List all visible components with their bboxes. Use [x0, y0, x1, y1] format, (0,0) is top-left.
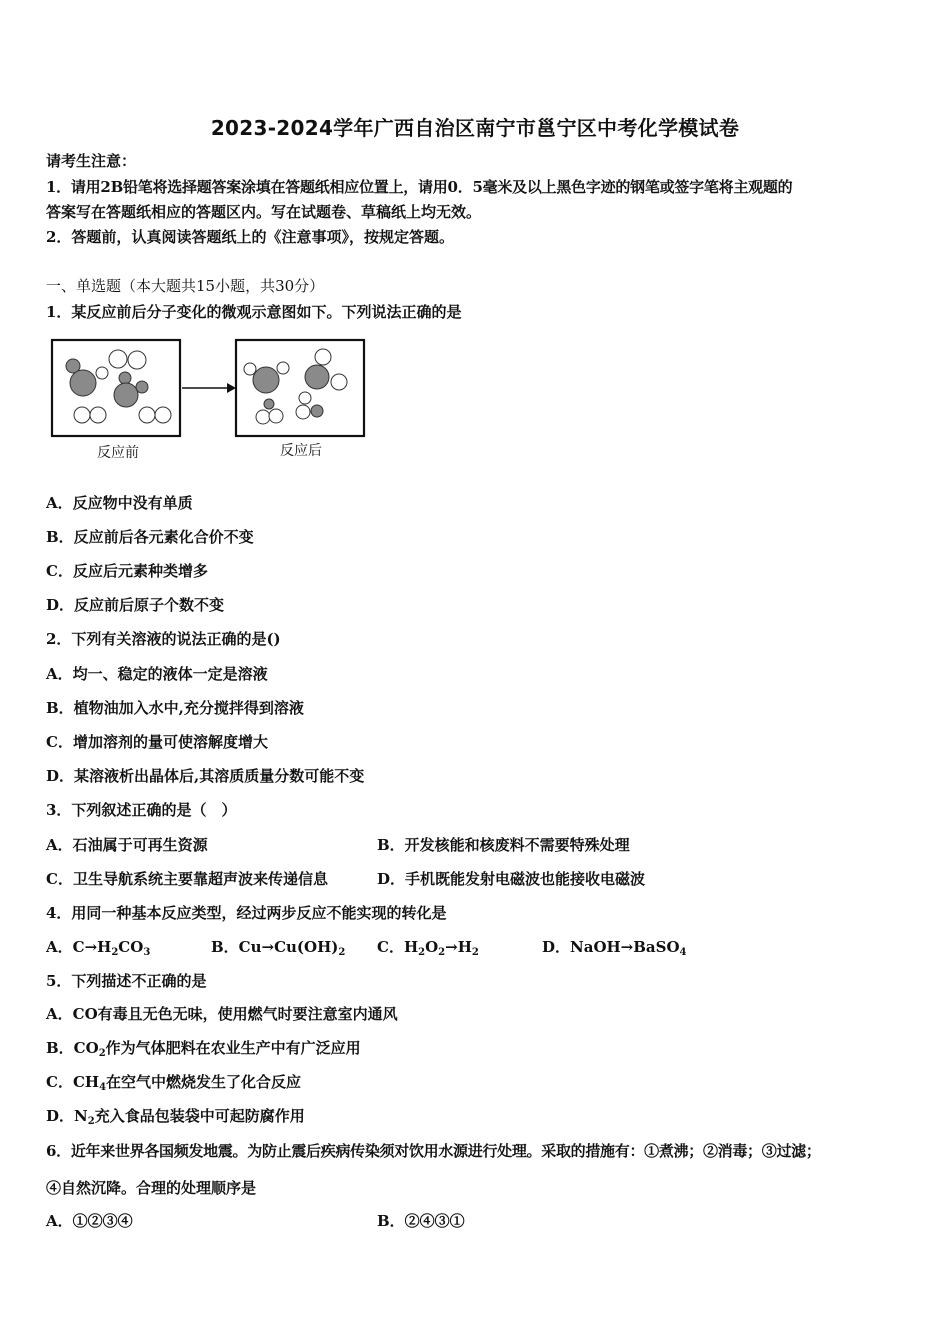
q1-option-c: C．反应后元素种类增多	[46, 562, 208, 580]
label-after: 反应后	[280, 443, 322, 459]
q4-option-b: B．$Cu\to Cu(OH)_2$	[211, 938, 346, 958]
page-title: 2023-2024学年广西自治区南宁市邕宁区中考化学模试卷	[210, 116, 740, 140]
reaction-arrow	[182, 383, 236, 393]
q6-option-b: B．②④③①	[377, 1212, 465, 1230]
q3-option-b: B．开发核能和核废料不需要特殊处理	[377, 836, 630, 854]
q3-option-d: D．手机既能发射电磁波也能接收电磁波	[377, 870, 646, 888]
q2-option-a: A．均一、稳定的液体一定是溶液	[46, 665, 268, 683]
q5-option-c: C．$CH_4$在空气中燃烧发生了化合反应	[46, 1073, 302, 1093]
after-molecules	[244, 349, 347, 424]
section-heading: 一、单选题（本大题共15小题，共30分）	[46, 277, 325, 295]
q6-stem-line-1: 6．近年来世界各国频发地震。为防止震后疾病传染须对饮用水源进行处理。采取的措施有：①煮沸；②消毒；③过滤；	[46, 1142, 821, 1160]
notice-line-1: 1．请用2B铅笔将选择题答案涂填在答题纸相应位置上，请用0．5毫米及以上黑色字迹的钢笔或签字笔将主观题的	[46, 178, 793, 196]
q5-option-a: A．CO有毒且无色无味，使用燃气时要注意室内通风	[46, 1005, 398, 1023]
q2-option-b: B．植物油加入水中,充分搅拌得到溶液	[46, 699, 304, 717]
q3-stem: 3．下列叙述正确的是（ ）	[46, 801, 237, 819]
reaction-diagram	[50, 336, 380, 470]
q2-stem: 2．下列有关溶液的说法正确的是()	[46, 630, 281, 648]
q3-option-c: C．卫生导航系统主要靠超声波来传递信息	[46, 870, 328, 888]
q5-stem: 5．下列描述不正确的是	[46, 972, 207, 990]
q1-option-a: A．反应物中没有单质	[46, 494, 193, 512]
label-before: 反应前	[97, 445, 139, 461]
notice-line-1b: 答案写在答题纸相应的答题区内。写在试题卷、草稿纸上均无效。	[46, 203, 482, 221]
q2-option-c: C．增加溶剂的量可使溶解度增大	[46, 733, 268, 751]
notice-line-2: 2．答题前，认真阅读答题纸上的《注意事项》，按规定答题。	[46, 228, 454, 246]
q6-option-a: A．①②③④	[46, 1212, 133, 1230]
q1-option-d: D．反应前后原子个数不变	[46, 596, 225, 614]
q4-option-a: A．$C\to H_2CO_3$	[46, 938, 151, 958]
q1-stem: 1．某反应前后分子变化的微观示意图如下。下列说法正确的是	[46, 303, 462, 321]
before-molecules	[66, 350, 171, 423]
notice-heading: 请考生注意：	[46, 152, 137, 170]
q1-option-b: B．反应前后各元素化合价不变	[46, 528, 254, 546]
q5-option-b: B．$CO_2$作为气体肥料在农业生产中有广泛应用	[46, 1039, 361, 1059]
q3-option-a: A．石油属于可再生资源	[46, 836, 208, 854]
q4-option-d: D．NaOH→BaSO$_4$	[542, 938, 687, 958]
q6-stem-line-2: ④自然沉降。合理的处理顺序是	[46, 1179, 257, 1197]
q4-option-c: C．$H_2O_2\to H_2$	[377, 938, 479, 958]
q5-option-d: D．$N_2$充入食品包装袋中可起防腐作用	[46, 1107, 305, 1127]
q2-option-d: D．某溶液析出晶体后,其溶质质量分数可能不变	[46, 767, 365, 785]
q4-stem: 4．用同一种基本反应类型，经过两步反应不能实现的转化是	[46, 904, 447, 922]
